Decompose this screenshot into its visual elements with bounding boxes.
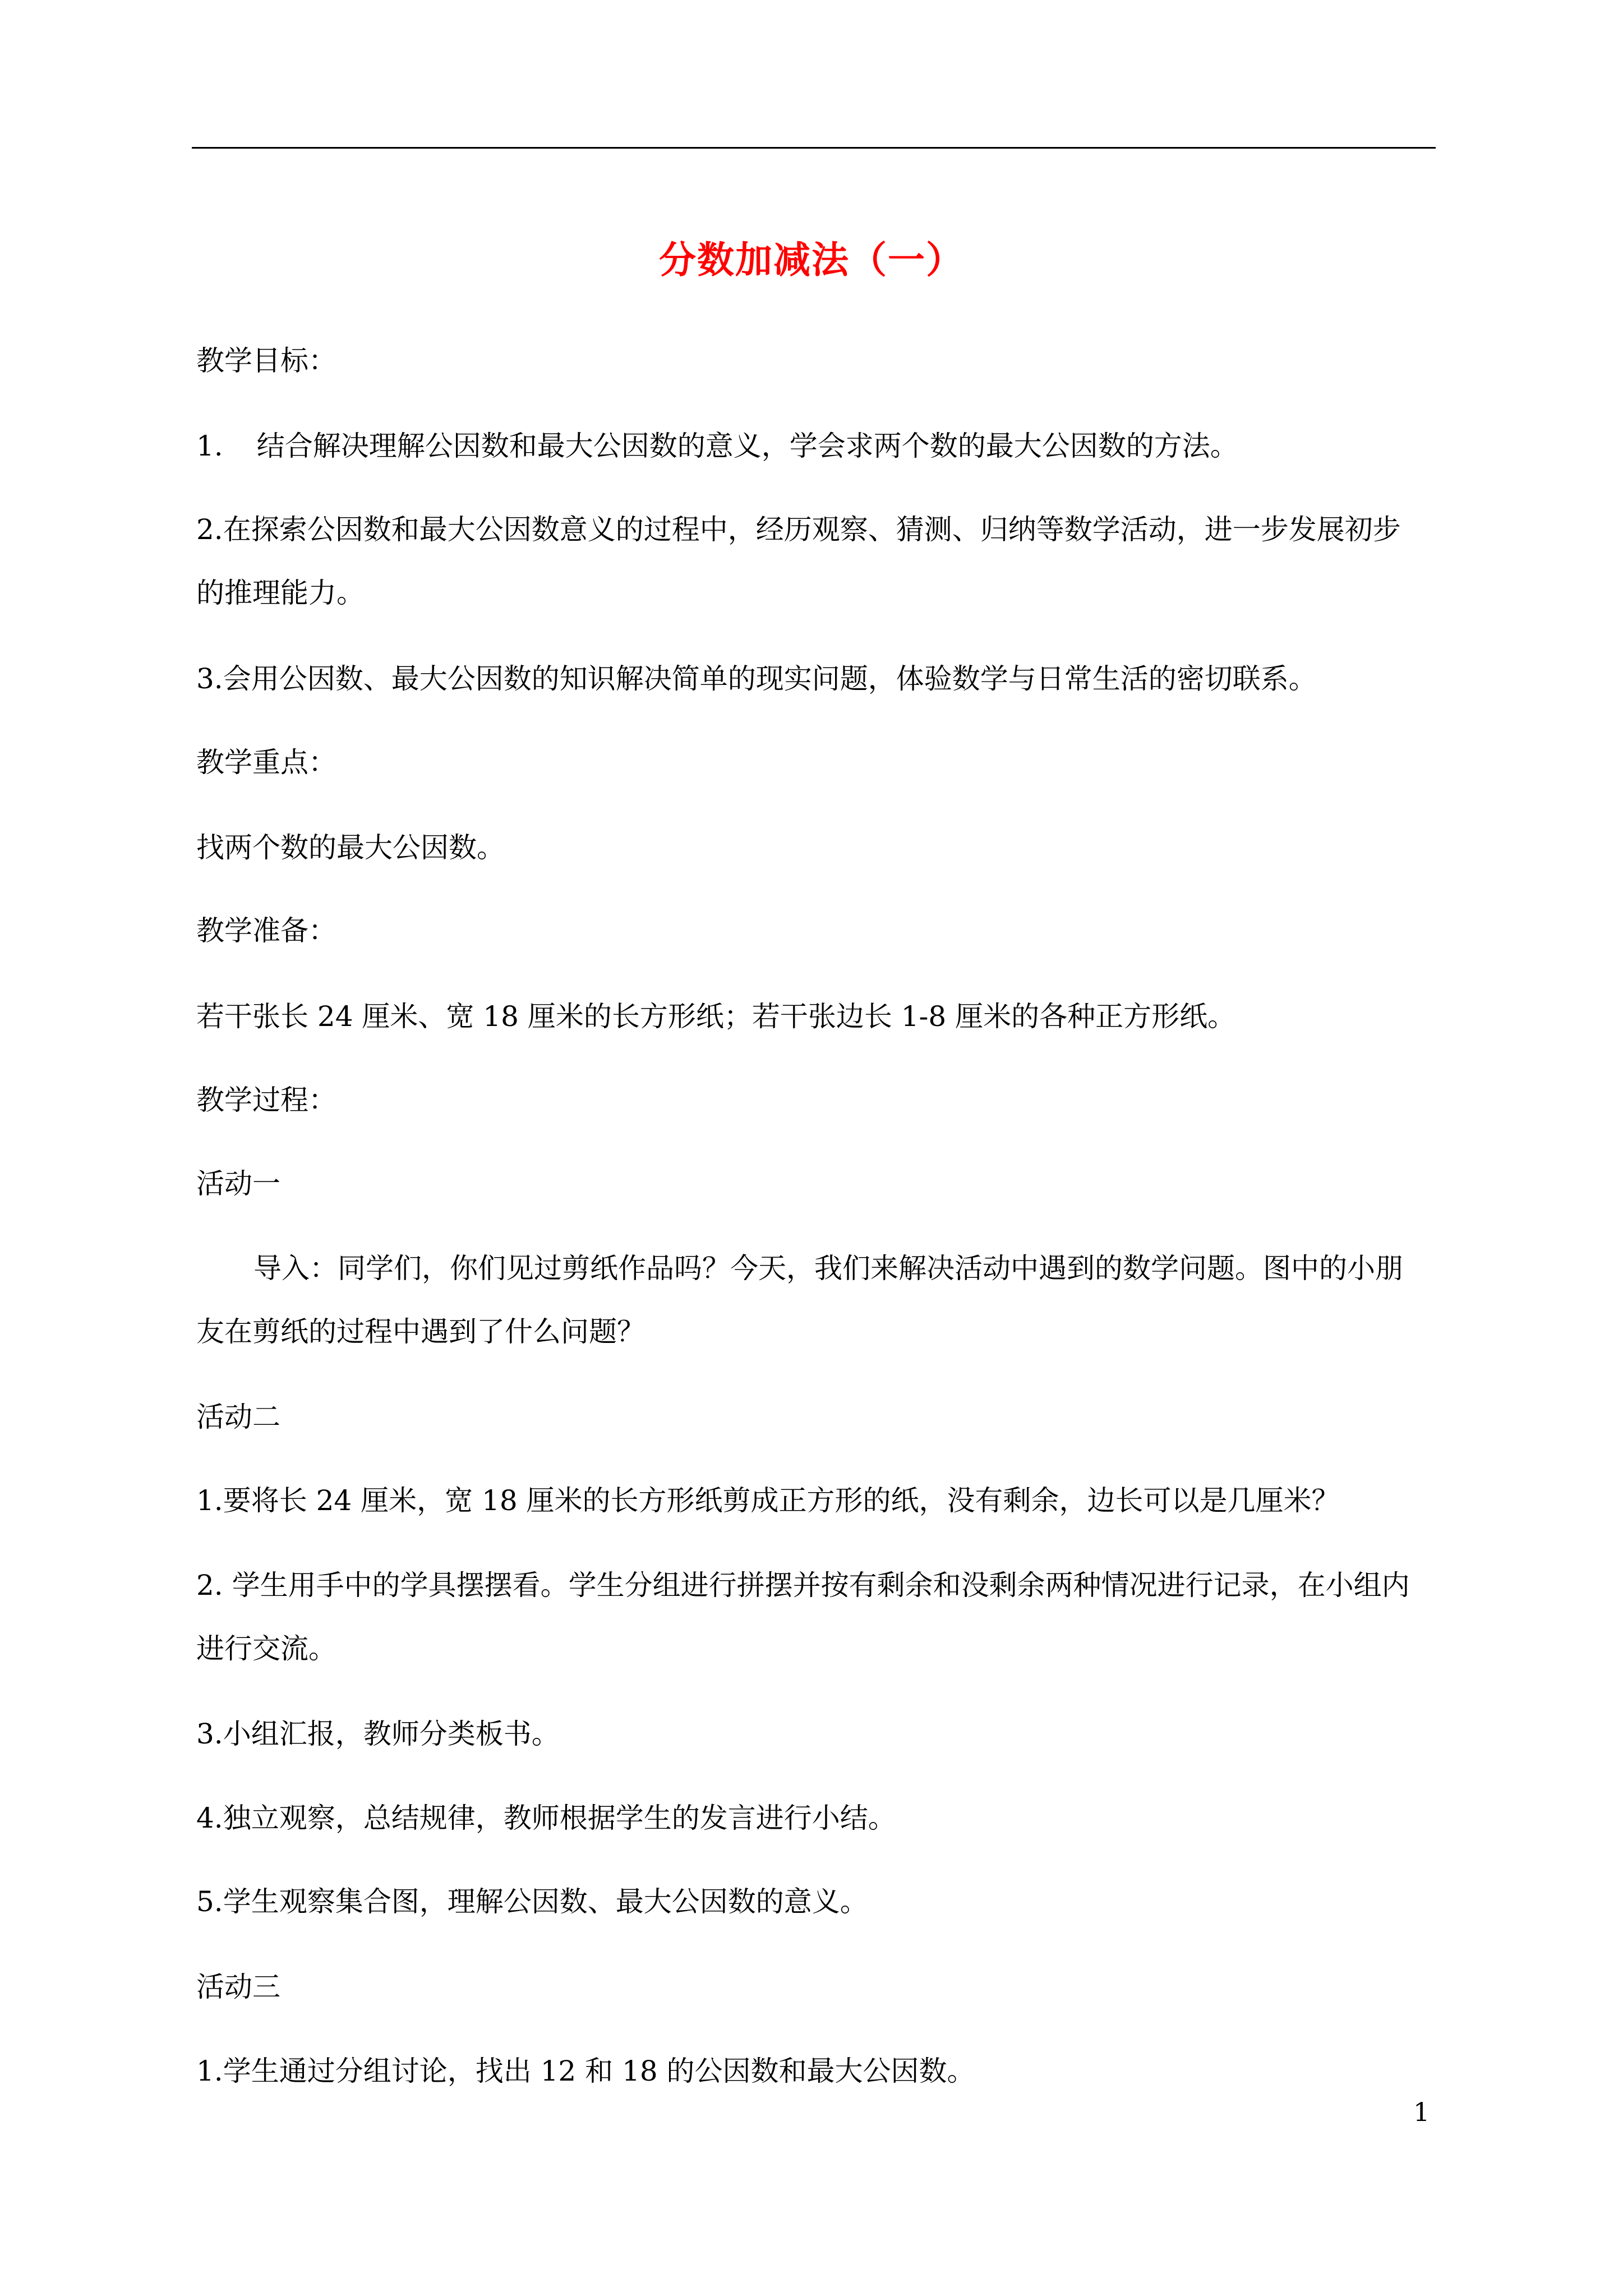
objective-2-line-2: 的推理能力。 <box>196 577 365 609</box>
objective-1 <box>196 426 1238 466</box>
activity-3-heading: 活动三 <box>196 1971 280 2003</box>
activity-2-item-4: 4.独立观察，总结规律，教师根据学生的发言进行小结。 <box>196 1802 896 1834</box>
activity-2-item-3: 3.小组汇报，教师分类板书。 <box>196 1718 560 1750</box>
objective-1-text: 结合解决理解公因数和最大公因数的意义，学会求两个数的最大公因数的方法。 <box>256 430 1238 462</box>
activity-2-item-5: 5.学生观察集合图，理解公因数、最大公因数的意义。 <box>196 1885 868 1918</box>
activity-2-item-2-line-1: 2. 学生用手中的学具摆摆看。学生分组进行拼摆并按有剩余和没剩余两种情况进行记录，在小组内 <box>196 1569 1410 1602</box>
heading-preparation: 教学准备： <box>196 914 336 947</box>
header-rule <box>192 147 1436 149</box>
activity-1-line-2: 友在剪纸的过程中遇到了什么问题？ <box>196 1315 645 1348</box>
objective-2-line-1: 2.在探索公因数和最大公因数意义的过程中，经历观察、猜测、归纳等数学活动，进一步发展初步 <box>196 513 1401 546</box>
objective-1-number: 1. <box>196 430 223 462</box>
preparation-text: 若干张长 24 厘米、宽 18 厘米的长方形纸；若干张边长 1-8 厘米的各种正方形纸。 <box>196 1000 1236 1033</box>
activity-2-heading: 活动二 <box>196 1401 280 1433</box>
activity-3-item-1: 1.学生通过分组讨论，找出 12 和 18 的公因数和最大公因数。 <box>196 2055 975 2087</box>
heading-process: 教学过程： <box>196 1084 336 1116</box>
heading-objectives: 教学目标： <box>196 344 336 377</box>
activity-1-line-1: 导入：同学们，你们见过剪纸作品吗？今天，我们来解决活动中遇到的数学问题。图中的小朋 <box>253 1252 1403 1285</box>
objective-3: 3.会用公因数、最大公因数的知识解决简单的现实问题，体验数学与日常生活的密切联系。 <box>196 662 1317 695</box>
activity-1-heading: 活动一 <box>196 1167 280 1200</box>
key-point-text: 找两个数的最大公因数。 <box>196 831 505 864</box>
heading-key-point: 教学重点： <box>196 746 336 779</box>
page-number: 1 <box>1413 2097 1430 2127</box>
document-title: 分数加减法（一） <box>659 238 964 282</box>
activity-2-item-1: 1.要将长 24 厘米，宽 18 厘米的长方形纸剪成正方形的纸，没有剩余，边长可以是几厘米？ <box>196 1484 1340 1517</box>
activity-2-item-2-line-2: 进行交流。 <box>196 1632 336 1665</box>
